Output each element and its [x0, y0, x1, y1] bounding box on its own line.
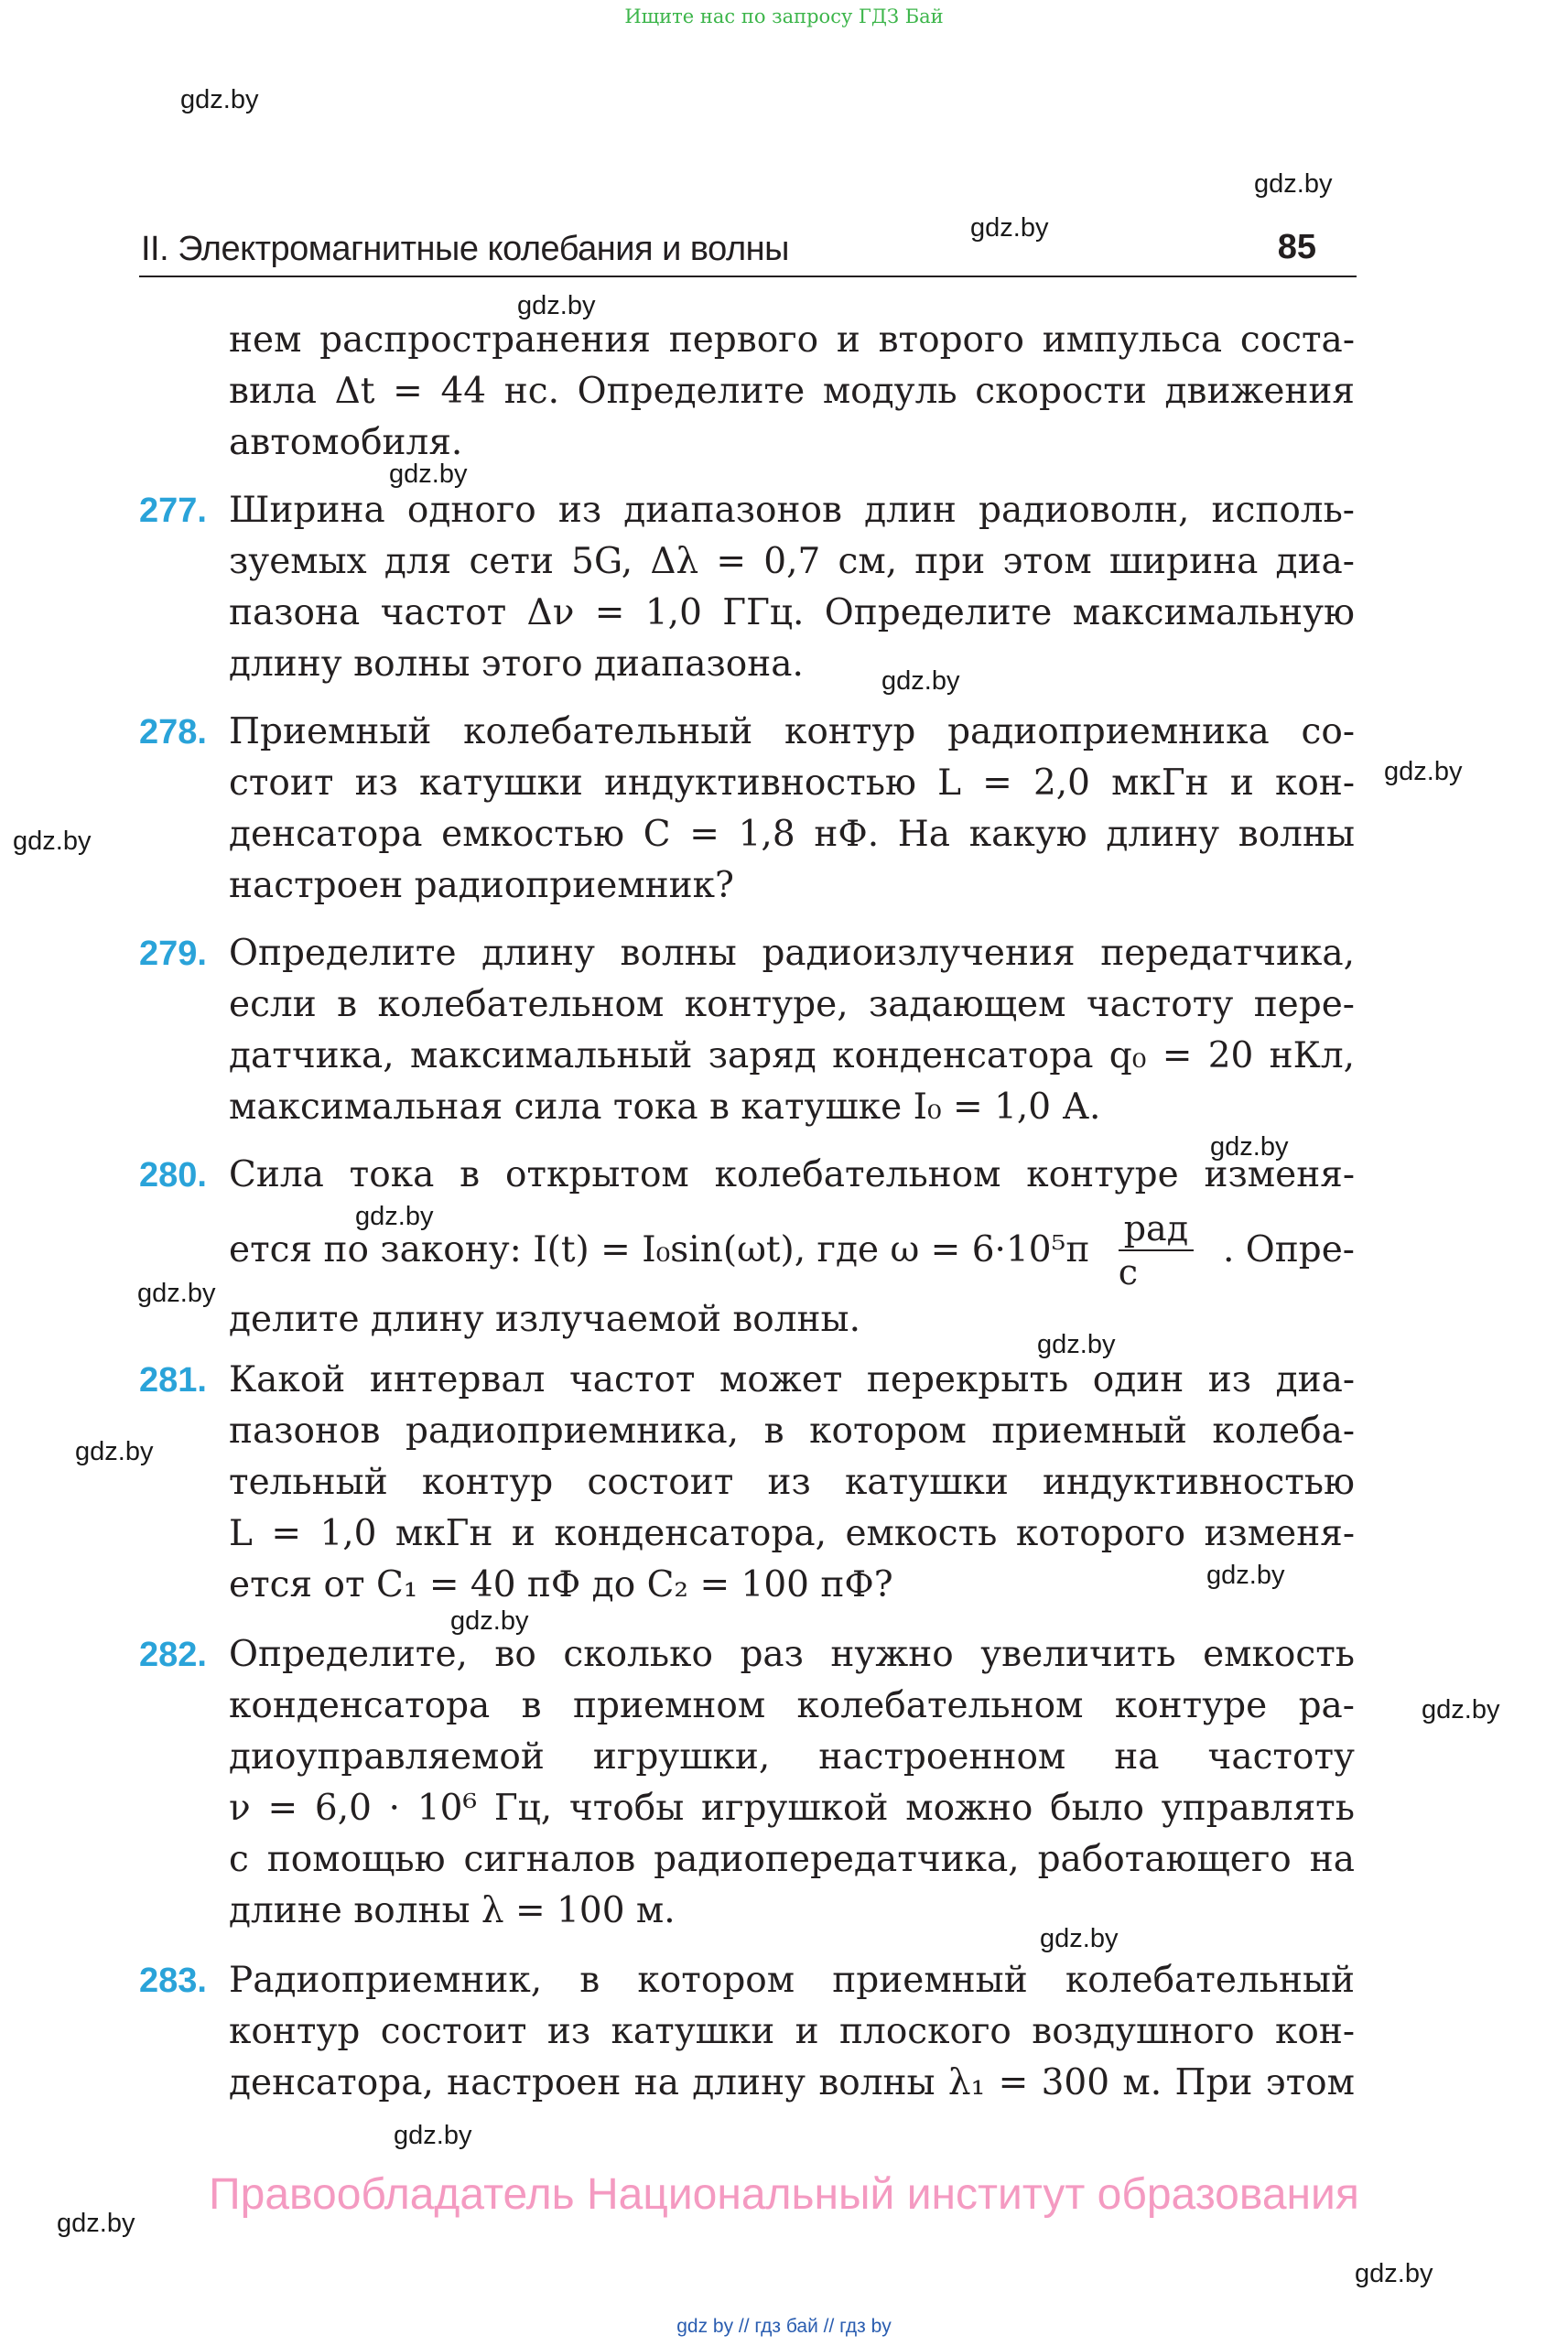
watermark: gdz.by	[517, 291, 596, 320]
text-line: конденсатора в приемном колебательном контуре ра-	[229, 1685, 1355, 1726]
text-line: денсатора емкостью C = 1,8 нФ. На какую длину волны	[229, 814, 1355, 855]
text-line: пазонов радиоприемника, в котором приемный колеба-	[229, 1411, 1355, 1452]
text-line: Определите длину волны радиоизлучения передатчика,	[229, 933, 1355, 974]
text-line: автомобиля.	[229, 422, 463, 463]
watermark: gdz.by	[1040, 1924, 1119, 1953]
problem-number: 277.	[139, 492, 207, 530]
running-head	[139, 224, 1357, 277]
text-line: если в колебательном контуре, задающем частоту пере-	[229, 984, 1355, 1025]
text-line: ется от C₁ = 40 пФ до C₂ = 100 пФ?	[229, 1564, 893, 1605]
problem-number: 278.	[139, 713, 207, 751]
bottom-links: gdz by // гдз бай // гдз by	[676, 2316, 892, 2337]
text-line: стоит из катушки индуктивностью L = 2,0 мкГн и кон-	[229, 762, 1355, 804]
watermark: gdz.by	[1206, 1561, 1285, 1590]
page-number: 85	[1277, 228, 1316, 266]
text-line: датчика, максимальный заряд конденсатора q₀ = 20 нКл,	[229, 1035, 1355, 1076]
problem-number: 283.	[139, 1962, 207, 2000]
watermark: gdz.by	[355, 1202, 434, 1231]
text-line: Определите, во сколько раз нужно увеличить емкость	[229, 1634, 1355, 1675]
top-banner: Ищите нас по запросу ГДЗ Бай	[624, 5, 944, 27]
watermark: gdz.by	[57, 2209, 135, 2238]
text-line: ν = 6,0 · 10⁶ Гц, чтобы игрушкой можно было управлять	[229, 1788, 1355, 1829]
problem-number: 282.	[139, 1636, 207, 1674]
text-line: Ширина одного из диапазонов длин радиоволн, исполь-	[229, 490, 1355, 531]
text-line: длине волны λ = 100 м.	[229, 1890, 676, 1931]
fraction-denominator: с	[1118, 1252, 1139, 1292]
fraction	[1118, 1208, 1194, 1292]
watermark: gdz.by	[1210, 1132, 1289, 1162]
watermark: gdz.by	[881, 666, 960, 696]
problem-number: 281.	[139, 1361, 207, 1400]
problem-number: 280.	[139, 1156, 207, 1195]
watermark: gdz.by	[970, 213, 1049, 243]
text-line: L = 1,0 мкГн и конденсатора, емкость которого изменя-	[229, 1513, 1355, 1554]
text-line: тельный контур состоит из катушки индуктивностью	[229, 1462, 1355, 1503]
text-line: вила Δt = 44 нс. Определите модуль скорости движения	[229, 371, 1355, 412]
text-line: Приемный колебательный контур радиоприемника со-	[229, 711, 1355, 752]
text-line: с помощью сигналов радиопередатчика, работающего на	[229, 1839, 1355, 1880]
watermark: gdz.by	[137, 1279, 216, 1308]
text-line: контур состоит из катушки и плоского воздушного кон-	[229, 2011, 1355, 2052]
watermark: gdz.by	[389, 459, 468, 489]
text-line: диоуправляемой игрушки, настроенном на частоту	[229, 1736, 1355, 1778]
watermark: gdz.by	[75, 1437, 154, 1466]
text-line: Какой интервал частот может перекрыть один из диа-	[229, 1359, 1355, 1400]
text-line: максимальная сила тока в катушке I₀ = 1,0 А.	[229, 1087, 1101, 1128]
problem-number: 279.	[139, 935, 207, 973]
watermark: gdz.by	[13, 827, 92, 856]
formula-tail: . Опре-	[1223, 1229, 1355, 1270]
chapter-title: II. Электромагнитные колебания и волны	[141, 230, 789, 268]
formula-text: ется по закону: I(t) = I₀sin(ωt), где ω = 6·10⁵π	[229, 1229, 1089, 1270]
watermark: gdz.by	[394, 2121, 472, 2150]
watermark: gdz.by	[1037, 1330, 1116, 1359]
text-line: длину волны этого диапазона.	[229, 643, 804, 685]
text-line: денсатора, настроен на длину волны λ₁ = 300 м. При этом	[229, 2062, 1355, 2103]
watermark: gdz.by	[1355, 2259, 1433, 2288]
watermark: gdz.by	[1384, 757, 1463, 786]
text-line: делите длину излучаемой волны.	[229, 1299, 860, 1340]
watermark: gdz.by	[1254, 169, 1333, 199]
text-line: Радиоприемник, в котором приемный колебательный	[229, 1960, 1355, 2001]
text-line: нем распространения первого и второго импульса соста-	[229, 319, 1355, 361]
text-line: зуемых для сети 5G, Δλ = 0,7 см, при этом ширина диа-	[229, 541, 1355, 582]
watermark: gdz.by	[180, 85, 259, 114]
text-line: Сила тока в открытом колебательном контуре изменя-	[229, 1154, 1355, 1195]
fraction-numerator: рад	[1119, 1211, 1194, 1251]
text-line: настроен радиоприемник?	[229, 865, 734, 906]
text-line: пазона частот Δν = 1,0 ГГц. Определите максимальную	[229, 592, 1355, 633]
copyright-notice: Правообладатель Национальный институт образования	[209, 2170, 1359, 2219]
watermark: gdz.by	[450, 1606, 529, 1636]
watermark: gdz.by	[1422, 1695, 1500, 1724]
